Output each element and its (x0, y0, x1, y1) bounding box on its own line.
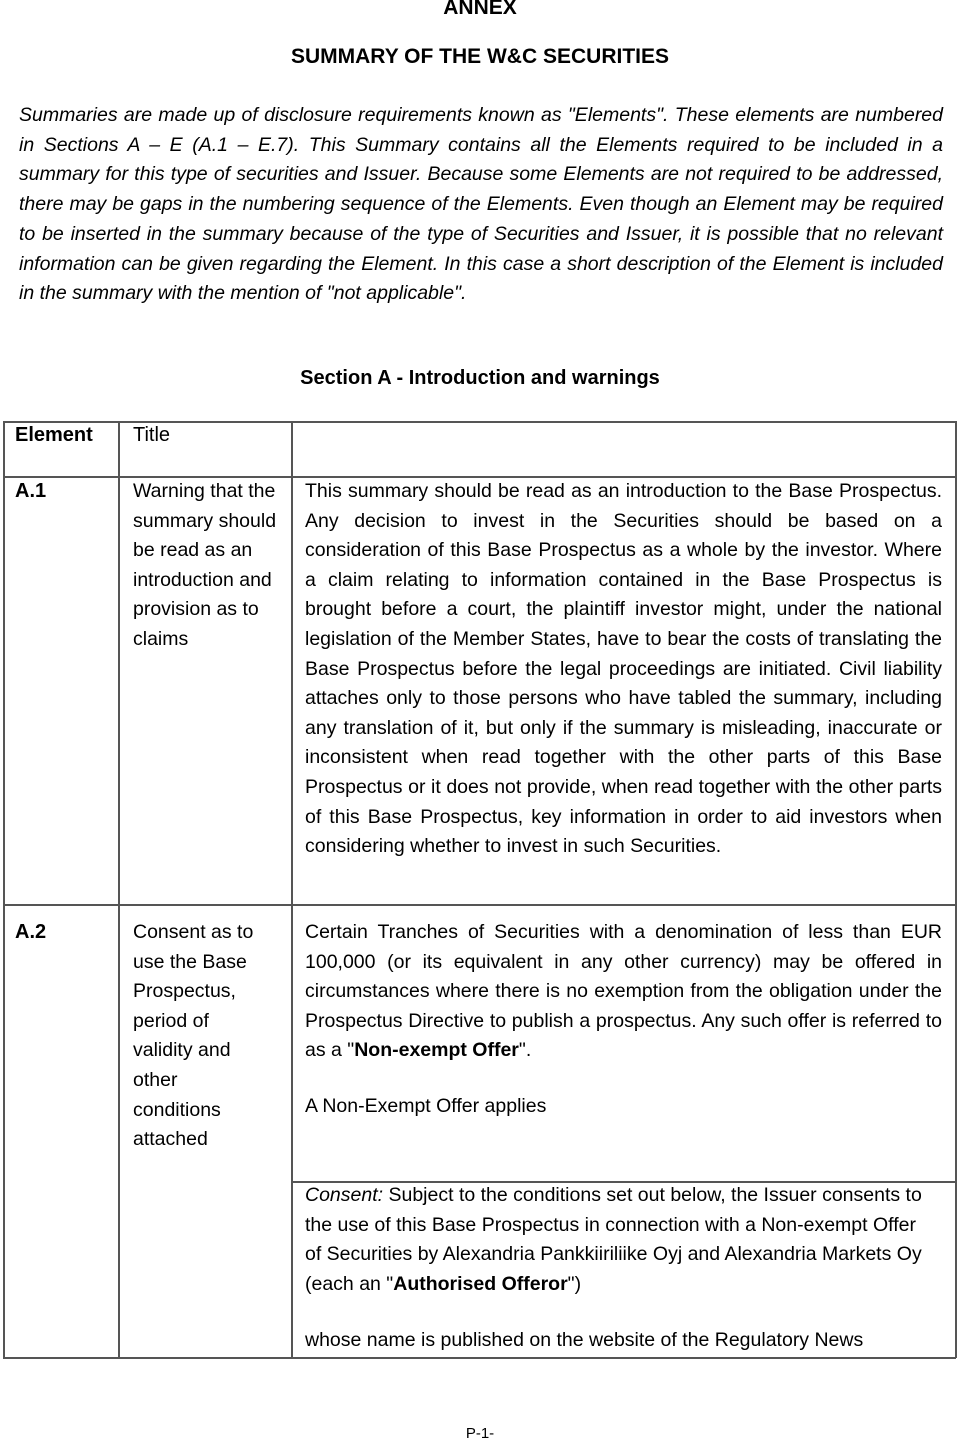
non-exempt-offer-term: Non-exempt Offer (354, 1039, 519, 1062)
column-divider-2 (291, 421, 293, 1358)
column-header-title: Title (133, 424, 171, 446)
element-id-a1: A.1 (15, 480, 47, 502)
annex-heading: ANNEX (443, 0, 517, 19)
element-description-a2 (305, 918, 942, 1066)
authorised-offeror-term: Authorised Offeror (393, 1272, 568, 1295)
table-bottom-border (3, 1357, 956, 1359)
non-exempt-offer-applies: A Non-Exempt Offer applies (305, 1095, 547, 1117)
consent-text-pre: Subject to the conditions set out below, the Issuer consents to the use of this Base Prospectus in connection with a Non-exempt Offer of Securities by Alexandria Pankkiiriliike Oyj and Alexandria Markets Oy (each an " (305, 1184, 922, 1295)
consent-paragraph (305, 1181, 925, 1299)
a2-text-post: ". (518, 1039, 532, 1062)
summary-title: SUMMARY OF THE W&C SECURITIES (290, 45, 669, 68)
element-title-a1: Warning that the summary should be read as an introduction and provision as to claims (133, 480, 277, 650)
column-header-element: Element (15, 424, 93, 446)
table-right-border (955, 421, 957, 1358)
section-title: Section A - Introduction and warnings (300, 367, 660, 389)
row-divider (3, 904, 956, 906)
consent-text-post: ") (567, 1272, 582, 1295)
element-description-a1: This summary should be read as an introduction to the Base Prospectus. Any decision to invest in the Securities should be based on a consideration of this Base Prospectus as a whole by the investor. Where a claim relating to information contained in the Base Prospectus is brought before a court, the plaintiff investor might, under the national legislation of the Member States, have to bear the costs of translating the Base Prospectus before the legal proceedings are initiated. Civil liability attaches only to those persons who have tabled the summary, including any translation of it, but only if the summary is misleading, inaccurate or inconsistent when read together with the other parts of this Base Prospectus or it does not provide, when read together with the other parts of this Base Prospectus, key information in order to aid investors when considering whether to invest in such Securities. (305, 480, 942, 858)
table-left-border (3, 421, 5, 1358)
element-id-a2: A.2 (15, 921, 47, 943)
consent-whose-line: whose name is published on the website of the Regulatory News (305, 1329, 864, 1351)
a2-text-pre: Certain Tranches of Securities with a denomination of less than EUR 100,000 (or its equivalent in any other currency) may be offered in circumstances where there is no exemption from the obligation under the Prospectus Directive to publish a prospectus. Any such offer is referred to as a " (305, 921, 942, 1062)
column-divider-1 (118, 421, 120, 1358)
consent-label: Consent: (305, 1184, 384, 1206)
element-title-a2: Consent as to use the Base Prospectus, period of validity and other conditions attached (133, 921, 254, 1151)
intro-paragraph: Summaries are made up of disclosure requirements known as "Elements". These elements are numbered in Sections A – E (A.1 – E.7). This Summary contains all the Elements required to be included in a summary for this type of securities and Issuer. Because some Elements are not required to be addressed, there may be gaps in the numbering sequence of the Elements. Even though an Element may be required to be inserted in the summary because of the type of Securities and Issuer, it is possible that no relevant information can be given regarding the Element. In this case a short description of the Element is included in the summary with the mention of "not applicable". (19, 104, 943, 305)
page-number: P-1- (465, 1425, 495, 1442)
